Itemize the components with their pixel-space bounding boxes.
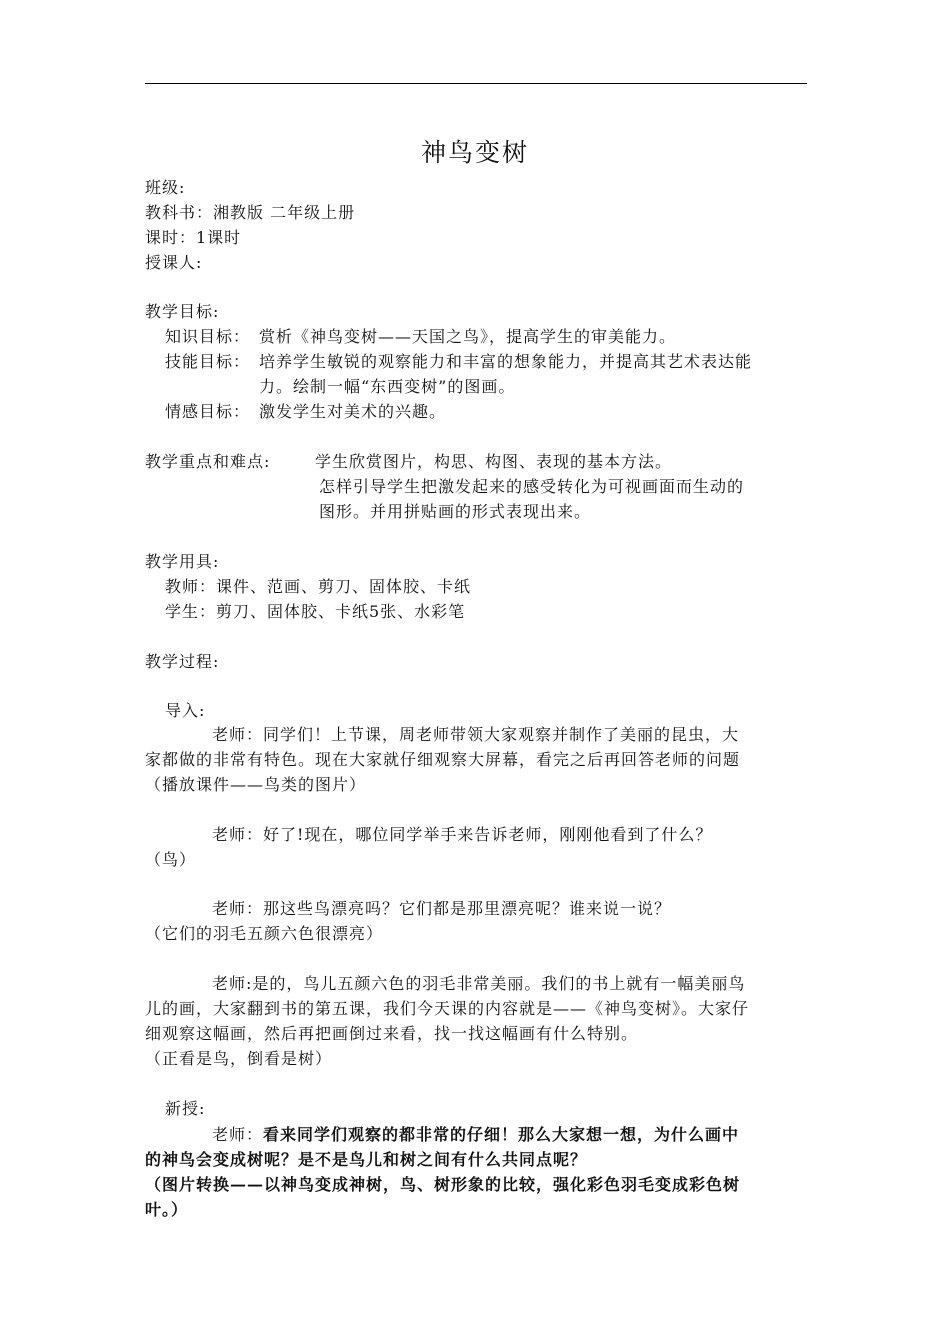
key-points-line-2: 怎样引导学生把激发起来的感受转化为可视画面而生动的 [319, 477, 745, 496]
paragraph-5-line-1 [212, 1122, 739, 1147]
new-lesson-label: 新授: [165, 1099, 206, 1118]
emotion-text: 激发学生对美术的兴趣。 [259, 402, 447, 421]
emotion-label: 情感目标： [165, 402, 251, 421]
hours-line: 课时：1课时 [145, 228, 242, 247]
header-rule [145, 83, 807, 84]
paragraph-4-line-4: （正看是鸟，倒看是树） [145, 1049, 333, 1068]
skill-text-1: 培养学生敏锐的观察能力和丰富的想象能力，并提高其艺术表达能 [259, 352, 753, 371]
paragraph-2-line-2: （鸟） [145, 850, 197, 869]
paragraph-3-line-1: 老师：那这些鸟漂亮吗？它们都是那里漂亮呢？谁来说一说？ [212, 899, 672, 918]
paragraph-5-line-3: （图片转换——以神鸟变成神树，鸟、树形象的比较，强化彩色羽毛变成彩色树 [145, 1175, 741, 1194]
paragraph-1-line-2: 家都做的非常有特色。现在大家就仔细观察大屏幕，看完之后再回答老师的问题 [145, 750, 741, 769]
intro-label: 导入: [165, 701, 206, 720]
key-points-line-3: 图形。并用拼贴画的形式表现出来。 [319, 502, 592, 521]
process-heading: 教学过程: [145, 652, 220, 671]
skill-label: 技能目标： [165, 352, 251, 371]
paragraph-1-line-3: （播放课件——鸟类的图片） [145, 775, 367, 794]
paragraph-5-line-4: 叶。） [145, 1200, 189, 1219]
key-points-line-1: 学生欣赏图片，构思、构图、表现的基本方法。 [315, 452, 673, 471]
key-points-label: 教学重点和难点: [145, 452, 271, 471]
paragraph-5-speaker: 老师： [212, 1125, 264, 1144]
paragraph-4-line-1: 老师:是的，鸟儿五颜六色的羽毛非常美丽。我们的书上就有一幅美丽鸟 [212, 974, 746, 993]
tools-heading: 教学用具: [145, 552, 220, 571]
textbook-line: 教科书：湘教版 二年级上册 [145, 203, 356, 222]
paragraph-2-line-1: 老师：好了!现在，哪位同学举手来告诉老师，刚刚他看到了什么？ [212, 825, 713, 844]
page-title: 神鸟变树 [420, 138, 529, 167]
paragraph-5-text-1: 看来同学们观察的都非常的仔细！那么大家想一想，为什么画中 [263, 1125, 740, 1144]
teacher-label: 授课人: [145, 253, 203, 272]
knowledge-text: 赏析《神鸟变树——天国之鸟》，提高学生的审美能力。 [259, 327, 677, 346]
paragraph-4-line-3: 细观察这幅画，然后再把画倒过来看，找一找这幅画有什么特别。 [145, 1024, 639, 1043]
paragraph-4-line-2: 儿的画，大家翻到书的第五课，我们今天课的内容就是——《神鸟变树》。大家仔 [145, 999, 750, 1018]
class-label: 班级: [145, 178, 186, 197]
paragraph-5-line-2: 的神鸟会变成树呢？是不是鸟儿和树之间有什么共同点呢？ [145, 1150, 588, 1169]
paragraph-1-line-1: 老师：同学们！上节课，周老师带领大家观察并制作了美丽的昆虫，大 [212, 725, 740, 744]
skill-text-2: 力。绘制一幅“东西变树”的图画。 [259, 377, 516, 396]
paragraph-3-line-2: （它们的羽毛五颜六色很漂亮） [145, 924, 384, 943]
tools-student: 学生：剪刀、固体胶、卡纸5张、水彩笔 [165, 602, 466, 621]
tools-teacher: 教师：课件、范画、剪刀、固体胶、卡纸 [165, 577, 472, 596]
objectives-heading: 教学目标: [145, 302, 220, 321]
knowledge-label: 知识目标： [165, 327, 251, 346]
